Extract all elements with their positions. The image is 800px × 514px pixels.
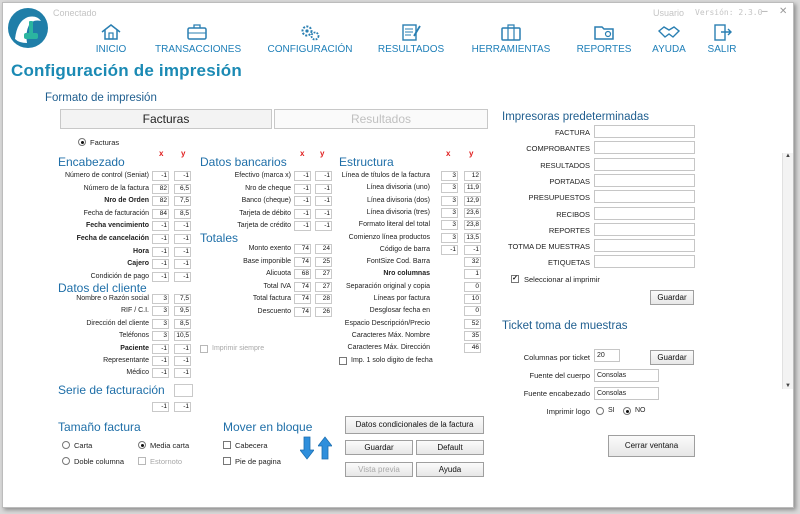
y-input[interactable]: 35 [464, 331, 481, 341]
nav-label: RESULTADOS [377, 44, 445, 55]
field-label: Total factura [252, 295, 291, 303]
cabecera-checkbox[interactable] [223, 441, 231, 449]
printer-label: ETIQUETAS [548, 258, 590, 268]
y-input[interactable]: 8,5 [174, 319, 191, 329]
briefcase-icon [186, 23, 208, 41]
x-input[interactable]: 74 [294, 294, 311, 304]
tab-facturas[interactable]: Facturas [60, 109, 272, 129]
y-input[interactable]: 13,5 [464, 233, 481, 243]
field-label: Líneas por factura [373, 295, 430, 302]
tamano-heading: Tamaño factura [58, 420, 141, 434]
field-label: Desglosar fecha en [369, 307, 430, 315]
printer-label: REPORTES [548, 225, 590, 235]
y-input[interactable]: 12,9 [464, 196, 481, 206]
x-input[interactable]: 74 [294, 307, 311, 317]
printer-input[interactable] [594, 174, 695, 187]
nav-label: INICIO [95, 44, 127, 55]
y-input[interactable]: 1 [464, 269, 481, 279]
x-input[interactable]: 82 [152, 184, 169, 194]
one-digit-checkbox[interactable] [339, 357, 347, 365]
x-input[interactable]: -1 [152, 272, 169, 282]
y-input[interactable]: 0 [464, 306, 481, 316]
field-label: Número de control (Seniat) [64, 172, 149, 179]
y-input[interactable]: 32 [464, 257, 481, 267]
app-logo [7, 7, 49, 49]
printer-input[interactable] [594, 141, 695, 154]
guardar-printers-button[interactable]: Guardar [650, 290, 694, 305]
pie-label: Pie de pagina [235, 457, 281, 466]
field-label: Línea divisoria (tres) [366, 208, 430, 216]
nav-transacciones[interactable] [155, 23, 242, 55]
tab-resultados[interactable]: Resultados [274, 109, 488, 129]
y-input[interactable]: 7,5 [174, 294, 191, 304]
nav-herramientas[interactable] [471, 23, 551, 55]
x-input[interactable]: -1 [152, 221, 169, 231]
x-input[interactable]: -1 [152, 368, 169, 378]
field-label: Condición de pago [90, 272, 149, 280]
field-label: Línea de títulos de la factura [341, 172, 430, 179]
printer-input[interactable] [594, 125, 695, 138]
x-input[interactable]: -1 [294, 171, 311, 181]
vertical-scrollbar[interactable] [782, 153, 793, 389]
x-input[interactable]: -1 [152, 234, 169, 244]
nav-salir[interactable] [703, 23, 741, 55]
one-digit-label: Imp. 1 solo digito de fecha [351, 357, 433, 364]
logo-si-label: SI [608, 407, 615, 414]
y-input[interactable]: -1 [464, 245, 481, 255]
field-label: Separación original y copia [345, 282, 430, 290]
y-input[interactable]: -1 [174, 171, 191, 181]
y-input[interactable]: 23,8 [464, 220, 481, 230]
x-input[interactable]: -1 [441, 245, 458, 255]
serie-x[interactable]: -1 [152, 402, 169, 412]
nav-label: AYUDA [652, 44, 686, 55]
nav-label: SALIR [707, 44, 737, 55]
serie-box[interactable] [174, 384, 193, 397]
user-label: Usuario [653, 8, 685, 18]
field-label: Efectivo (marca x) [234, 172, 291, 179]
select-on-print-label: Seleccionar al imprimir [524, 275, 600, 284]
x-input[interactable]: 3 [441, 208, 458, 218]
bancarios-x-header: x [300, 149, 305, 158]
x-input[interactable]: 74 [294, 257, 311, 267]
notepad-icon [400, 23, 422, 41]
x-input[interactable]: -1 [152, 356, 169, 366]
field-label: Nro de Orden [104, 197, 149, 205]
nav-inicio[interactable] [91, 23, 131, 55]
x-input[interactable]: 3 [441, 220, 458, 230]
guardar-ticket-button[interactable]: Guardar [650, 350, 694, 365]
fuente-cuerpo-label: Fuente del cuerpo [529, 371, 590, 380]
y-input[interactable]: 23,6 [464, 208, 481, 218]
media-carta-radio[interactable] [138, 441, 146, 449]
serie-heading: Serie de facturación [58, 383, 165, 397]
y-input[interactable]: -1 [315, 184, 332, 194]
y-input[interactable]: -1 [174, 368, 191, 378]
y-input[interactable]: 46 [464, 343, 481, 353]
printer-label: RECIBOS [556, 209, 590, 219]
default-button[interactable]: Default [416, 440, 484, 455]
y-input[interactable]: -1 [174, 344, 191, 354]
x-input[interactable]: 3 [441, 233, 458, 243]
field-label: Número de la factura [83, 184, 149, 192]
x-input[interactable]: -1 [294, 196, 311, 206]
pie-checkbox[interactable] [223, 457, 231, 465]
toolbox-icon [500, 23, 522, 41]
cerrar-ventana-button[interactable]: Cerrar ventana [608, 435, 695, 457]
x-input[interactable]: 3 [152, 319, 169, 329]
y-input[interactable]: 24 [315, 244, 332, 254]
scroll-up-icon[interactable]: ▲ [785, 153, 791, 159]
home-icon [100, 23, 122, 41]
format-heading: Formato de impresión [45, 92, 157, 104]
printer-input[interactable] [594, 158, 695, 171]
field-label: Representante [103, 357, 149, 364]
x-input[interactable]: 82 [152, 196, 169, 206]
field-label: Comienzo línea productos [348, 233, 430, 241]
printer-input[interactable] [594, 207, 695, 220]
totales-heading: Totales [200, 231, 239, 245]
field-label: Fecha vencimiento [85, 222, 149, 230]
fuente-cuerpo-input[interactable]: Consolas [594, 369, 659, 382]
x-input[interactable]: 3 [441, 183, 458, 193]
columnas-input[interactable]: 20 [594, 349, 620, 362]
field-label: Dirección del cliente [86, 319, 149, 327]
columnas-label: Columnas por ticket [523, 353, 590, 362]
field-label: Monto exento [248, 245, 291, 252]
field-label: Alicuota [266, 270, 291, 278]
top-nav [89, 23, 789, 63]
facturas-radio-label: Facturas [90, 138, 120, 147]
x-input[interactable]: 74 [294, 282, 311, 292]
y-header: y [181, 149, 186, 158]
estructura-x-header: x [446, 149, 451, 158]
printer-input[interactable] [594, 255, 695, 268]
field-label: Espacio Descripción/Precio [344, 319, 430, 327]
y-input[interactable]: 27 [315, 282, 332, 292]
carta-radio[interactable] [62, 441, 70, 449]
facturas-radio[interactable] [78, 138, 86, 146]
estornoto-label: Estornoto [150, 457, 183, 466]
field-label: Fecha de facturación [83, 209, 149, 217]
bancarios-heading: Datos bancarios [200, 155, 287, 169]
cliente-heading: Datos del cliente [58, 281, 147, 295]
x-input[interactable]: 3 [152, 306, 169, 316]
field-label: Cajero [127, 260, 149, 268]
nav-label: REPORTES [576, 44, 632, 55]
field-label: Banco (cheque) [241, 197, 291, 205]
carta-label: Carta [74, 441, 93, 450]
field-label: Línea divisoria (dos) [366, 196, 430, 204]
x-input[interactable]: 84 [152, 209, 169, 219]
printer-input[interactable] [594, 223, 695, 236]
x-header: x [159, 149, 164, 158]
arrow-down-icon[interactable] [300, 436, 314, 460]
nav-ayuda[interactable] [649, 23, 689, 55]
guardar-button[interactable]: Guardar [345, 440, 413, 455]
y-input[interactable]: -1 [174, 272, 191, 282]
y-input[interactable]: 26 [315, 307, 332, 317]
ticket-heading: Ticket toma de muestras [502, 320, 628, 332]
imprimir-siempre-label: Imprimir siempre [212, 345, 265, 352]
x-input[interactable]: -1 [294, 221, 311, 231]
y-input[interactable]: -1 [174, 247, 191, 257]
x-input[interactable]: -1 [152, 344, 169, 354]
field-label: Nro de cheque [245, 184, 291, 192]
y-input[interactable]: 52 [464, 319, 481, 329]
printer-label: PORTADAS [549, 176, 590, 186]
media-carta-label: Media carta [150, 441, 190, 450]
estructura-heading: Estructura [339, 155, 394, 169]
y-input[interactable]: 27 [315, 269, 332, 279]
fuente-encabezado-label: Fuente encabezado [523, 389, 590, 398]
printer-label: PRESUPUESTOS [528, 193, 590, 203]
field-label: Línea divisoria (uno) [366, 184, 430, 192]
estornoto-checkbox[interactable] [138, 457, 146, 465]
page-title: Configuración de impresión [11, 61, 242, 80]
close-icon[interactable]: ✕ [779, 6, 788, 17]
x-input[interactable]: 3 [441, 196, 458, 206]
field-label: Nro columnas [383, 270, 430, 278]
printer-label: RESULTADOS [540, 160, 590, 170]
field-label: FontSize Cod. Barra [366, 258, 430, 266]
y-input[interactable]: -1 [315, 171, 332, 181]
arrow-up-icon[interactable] [318, 436, 332, 460]
logo-si-radio[interactable] [596, 407, 604, 415]
ayuda-button[interactable]: Ayuda [416, 462, 484, 477]
field-label: Descuento [257, 308, 291, 315]
y-input[interactable]: -1 [315, 196, 332, 206]
y-input[interactable]: 12 [464, 171, 481, 181]
y-input[interactable]: 28 [315, 294, 332, 304]
nav-resultados[interactable] [377, 23, 445, 55]
x-input[interactable]: 3 [441, 171, 458, 181]
field-label: Nombre o Razón social [76, 295, 149, 302]
folder-icon [593, 23, 615, 41]
x-input[interactable]: 68 [294, 269, 311, 279]
field-label: Base imponible [243, 257, 291, 265]
main-window [2, 2, 794, 508]
x-input[interactable]: -1 [152, 247, 169, 257]
y-input[interactable]: -1 [174, 221, 191, 231]
nav-label: CONFIGURACIÓN [267, 44, 353, 55]
printer-input[interactable] [594, 190, 695, 203]
x-input[interactable]: 3 [152, 294, 169, 304]
serie-y[interactable]: -1 [174, 402, 191, 412]
y-input[interactable]: 10,5 [174, 331, 191, 341]
logo-no-radio[interactable] [623, 407, 631, 415]
y-input[interactable]: 9,5 [174, 306, 191, 316]
y-input[interactable]: 10 [464, 294, 481, 304]
printer-label: FACTURA [554, 128, 590, 137]
x-input[interactable]: -1 [152, 259, 169, 269]
printers-heading: Impresoras predeterminadas [502, 111, 650, 123]
imprimir-siempre-checkbox[interactable] [200, 345, 208, 353]
estructura-y-header: y [469, 149, 474, 158]
x-input[interactable]: -1 [152, 171, 169, 181]
x-input[interactable]: -1 [294, 209, 311, 219]
doble-columna-radio[interactable] [62, 457, 70, 465]
field-label: Fecha de cancelación [76, 235, 149, 242]
cabecera-label: Cabecera [235, 441, 268, 450]
y-input[interactable]: -1 [174, 259, 191, 269]
field-label: Teléfonos [119, 332, 149, 340]
scroll-down-icon[interactable]: ▼ [785, 383, 791, 389]
field-label: RIF / C.I. [121, 307, 149, 315]
nav-label: HERRAMIENTAS [471, 44, 551, 55]
handshake-icon [658, 23, 680, 41]
y-input[interactable]: 6,5 [174, 184, 191, 194]
y-input[interactable]: -1 [174, 234, 191, 244]
nav-configuracion[interactable] [267, 23, 353, 55]
encabezado-heading: Encabezado [58, 155, 125, 169]
exit-icon [711, 23, 733, 41]
bancarios-y-header: y [320, 149, 325, 158]
y-input[interactable]: -1 [315, 221, 332, 231]
vista-previa-button[interactable]: Vista previa [345, 462, 413, 477]
version-label: Versión: 2.3.0 [695, 8, 763, 17]
field-label: Caracteres Máx. Dirección [347, 344, 430, 352]
doble-columna-label: Doble columna [74, 457, 125, 466]
y-input[interactable]: 11,9 [464, 183, 481, 193]
printer-label: COMPROBANTES [526, 144, 590, 154]
y-input[interactable]: -1 [174, 356, 191, 366]
field-label: Paciente [120, 344, 149, 352]
y-input[interactable]: 8,5 [174, 209, 191, 219]
fuente-encabezado-input[interactable]: Consolas [594, 387, 659, 400]
y-input[interactable]: 25 [315, 257, 332, 267]
imprimir-logo-label: Imprimir logo [546, 407, 590, 416]
y-input[interactable]: -1 [315, 209, 332, 219]
field-label: Caracteres Máx. Nombre [351, 331, 430, 339]
condicionales-button[interactable]: Datos condicionales de la factura [345, 416, 484, 434]
select-on-print-checkbox[interactable] [511, 275, 519, 283]
field-label: Tarjeta de crédito [237, 222, 291, 230]
printer-label: TOTMA DE MUESTRAS [508, 242, 590, 252]
field-label: Código de barra [379, 245, 430, 253]
x-input[interactable]: -1 [294, 184, 311, 194]
y-input[interactable]: 7,5 [174, 196, 191, 206]
gears-icon [299, 23, 321, 41]
field-label: Total IVA [263, 282, 291, 290]
x-input[interactable]: 74 [294, 244, 311, 254]
field-label: Hora [133, 247, 149, 255]
field-label: Formato literal del total [358, 221, 430, 229]
nav-reportes[interactable] [575, 23, 633, 55]
nav-label: TRANSACCIONES [155, 44, 242, 55]
logo-no-label: NO [635, 407, 646, 414]
minimize-icon[interactable]: – [762, 6, 768, 17]
x-input[interactable]: 3 [152, 331, 169, 341]
printer-input[interactable] [594, 239, 695, 252]
field-label: Médico [126, 369, 149, 377]
field-label: Tarjeta de débito [239, 209, 291, 217]
y-input[interactable]: 0 [464, 282, 481, 292]
mover-heading: Mover en bloque [223, 420, 313, 434]
connection-status: Conectado [53, 8, 97, 18]
